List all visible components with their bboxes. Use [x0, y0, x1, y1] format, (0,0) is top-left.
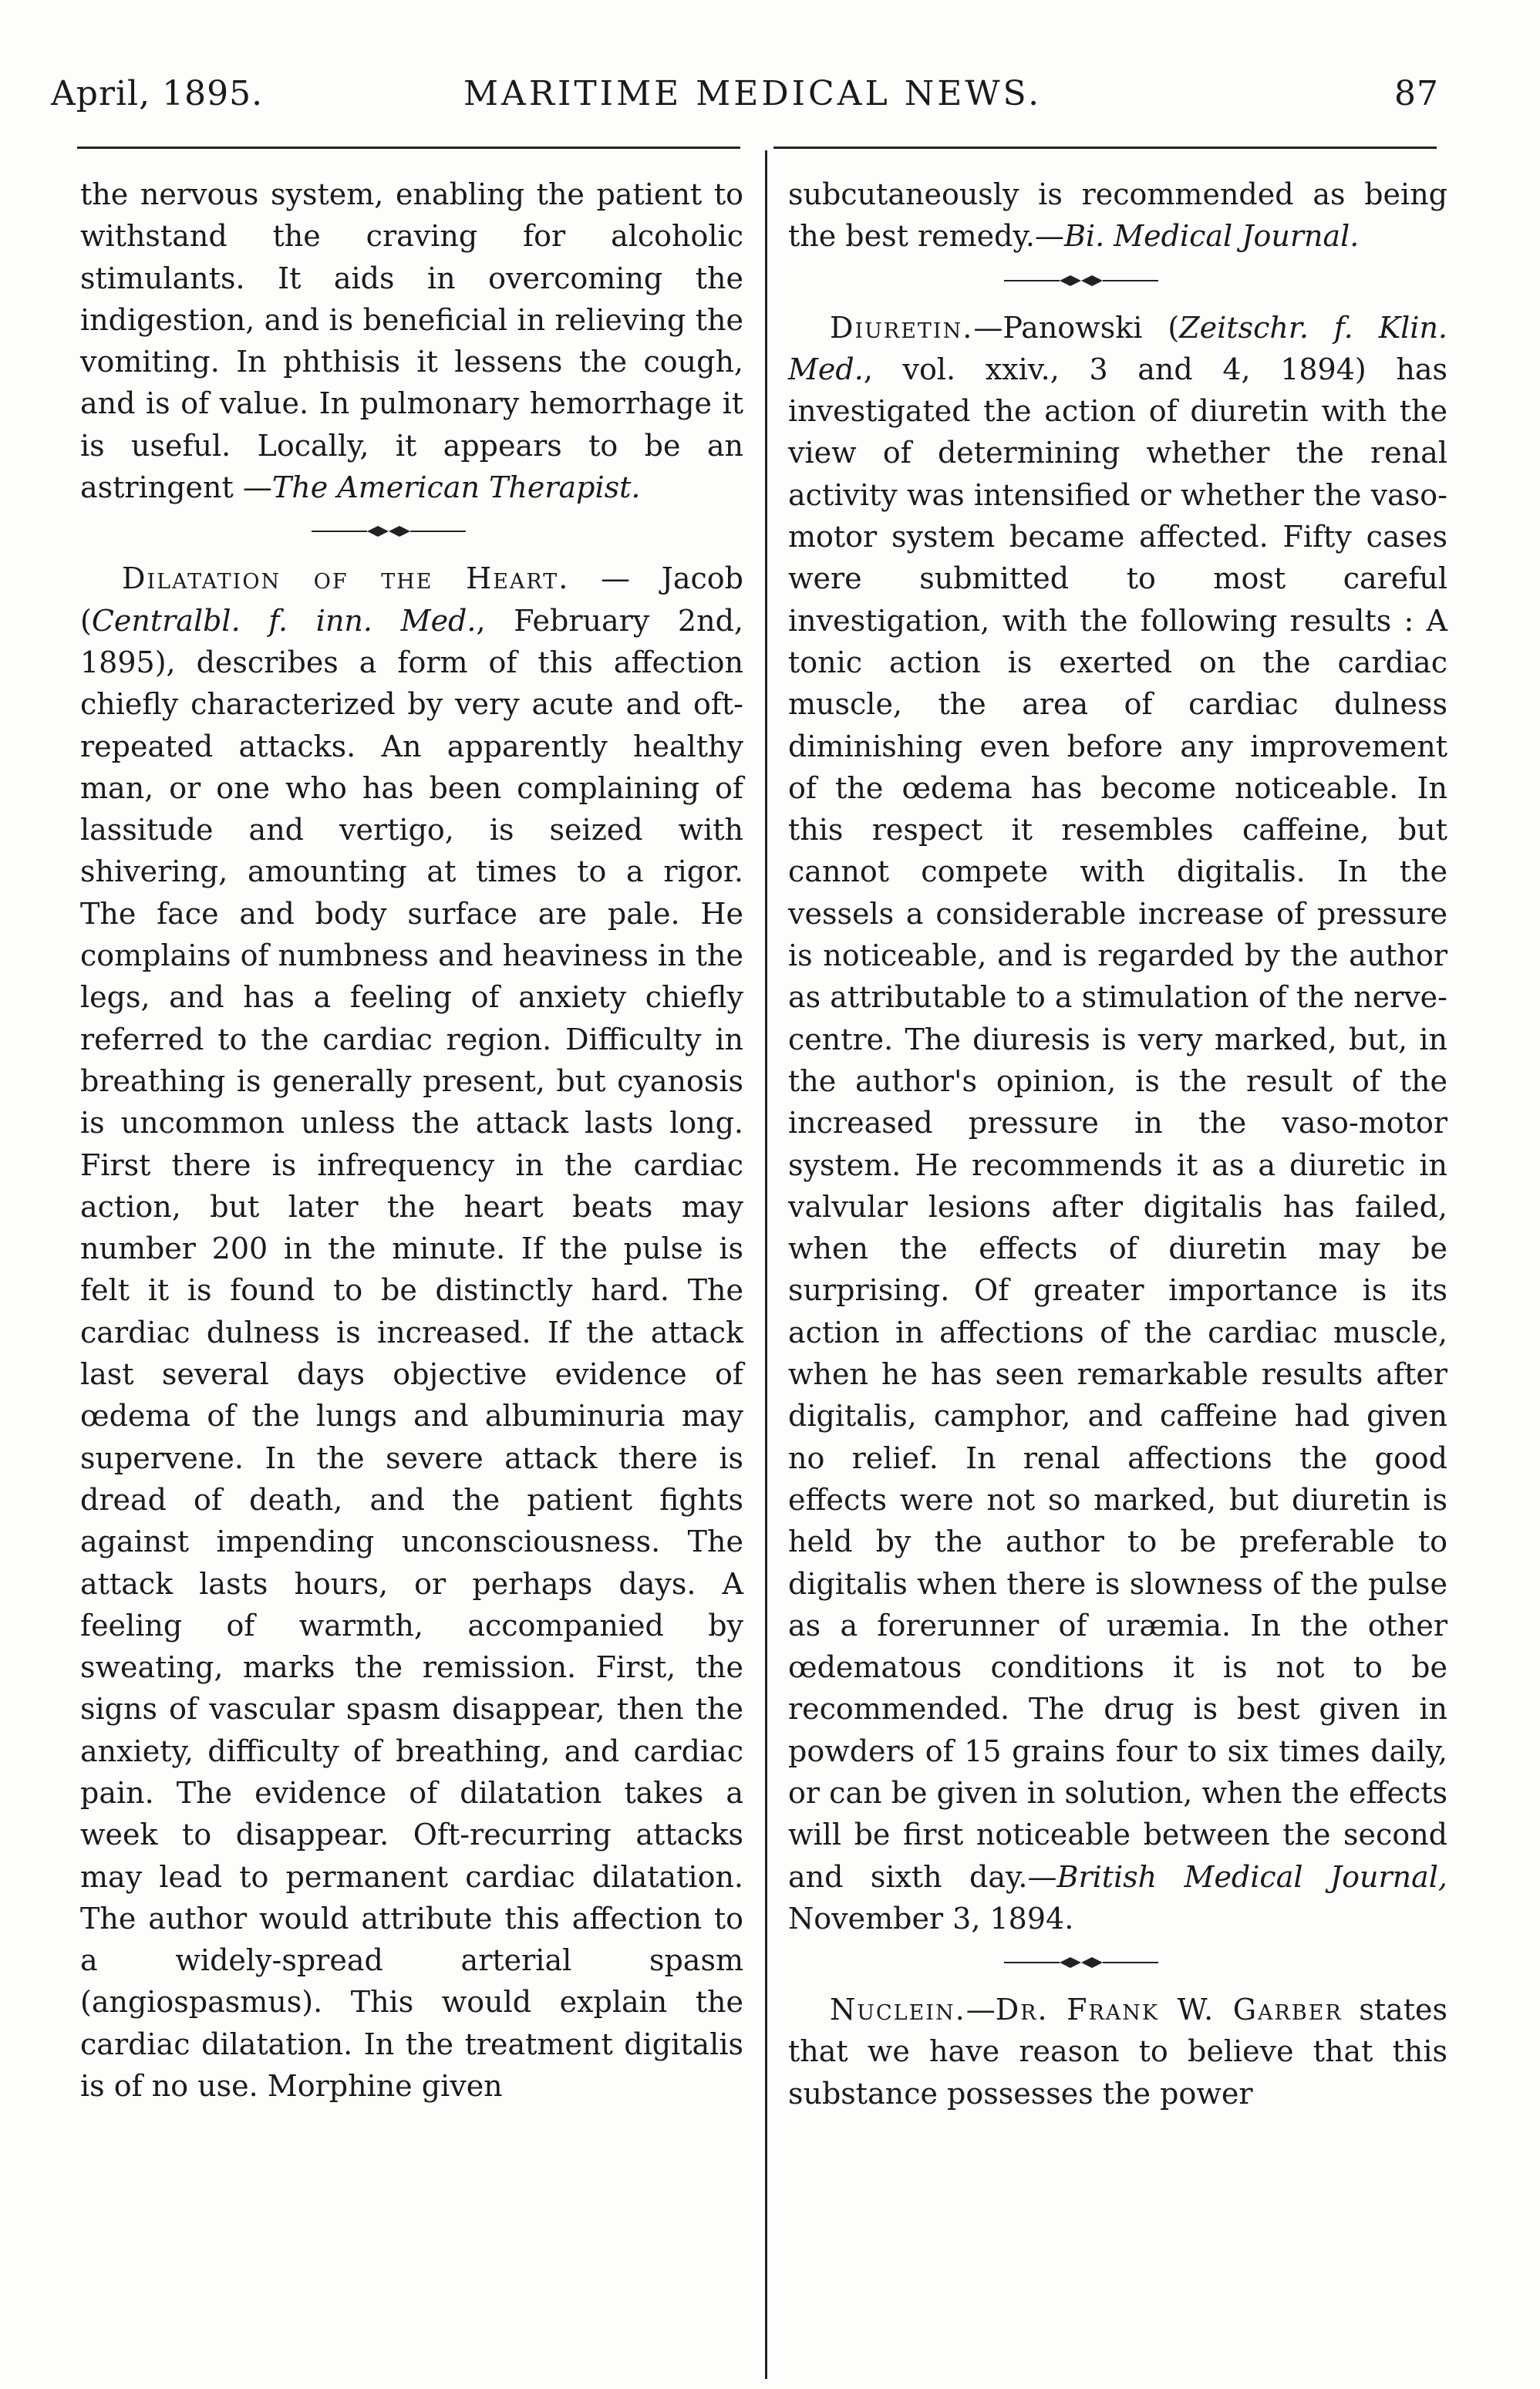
dilatation-body: , February 2nd, 1895), describes a form of this affection chiefly characterized by very acute and oft-repeated attacks. An apparently healthy man, or one who has been complaining of lassitude and vertigo, is seized with shivering, amounting at times to a rigor. The face and body surface are pale. He complains of numbness and heaviness in the legs, and has a feeling of anxiety chiefly referred to the cardiac region. Difficulty in breathing is generally present, but cyanosis is uncommon unless the attack lasts long. First there is infrequency in the cardiac action, but later the heart beats may number 200 in the minute. If the pulse is felt it is found to be distinctly hard. The cardiac dulness is increased. If the attack last several days objective evidence of œdema of the lungs and albuminuria may supervene. In the severe attack there is dread of death, and the patient fights against impending unconsciousness. The attack lasts hours, or perhaps days. A feeling of warmth, accompanied by sweating, marks the remission. First, the signs of vascular spasm disappear, then the anxiety, difficulty of breathing, and cardiac pain. The evidence of dilatation takes a week to disappear. Oft-recurring attacks may lead to permanent cardiac dilatation. The author would attribute this affection to a widely-spread arterial spasm (angiospasmus). This would explain the cardiac dilatation. In the treatment digitalis is of no use. Morphine given	[80, 603, 743, 2104]
diuretin-article	[788, 307, 1447, 1940]
section-ornament	[1004, 1953, 1158, 1972]
intro-source: The American Therapist.	[271, 470, 641, 505]
dilatation-citation-journal: Centralbl. f. inn. Med.	[91, 603, 477, 638]
dilatation-author: Jacob (	[80, 561, 743, 638]
diuretin-heading-dash: —Panowski (	[973, 310, 1180, 345]
page-header	[51, 74, 1439, 128]
issue-date: April, 1895.	[51, 74, 264, 113]
nuclein-article	[788, 1989, 1447, 2114]
dilatation-article	[80, 558, 743, 2107]
nuclein-body: states that we have reason to believe that this substance possesses the power	[788, 1993, 1447, 2111]
diuretin-body: , vol. xxiv., 3 and 4, 1894) has investigated the action of diuretin with the view of determining whether the renal activity was intensified or whether the vaso-motor system became affected. Fifty cases were submitted to most careful investigation, with the following results : A tonic action is exerted on the cardiac muscle, the area of cardiac dulness diminishing even before any improvement of the œdema has become noticeable. In this respect it resembles caffeine, but cannot compete with digitalis. In the vessels a considerable increase of pressure is noticeable, and is regarded by the author as attributable to a stimulation of the nerve-centre. The diuresis is very marked, but, in the author's opinion, is the result of the increased pressure in the vaso-motor system. He recommends it as a diuretic in valvular lesions after digitalis has failed, when the effects of diuretin may be surprising. Of greater importance is its action in affections of the cardiac muscle, when he has seen remarkable results after digitalis, camphor, and caffeine had given no relief. In renal affections the good effects were not so marked, but diuretin is held by the author to be preferable to digitalis when there is slowness of the pulse as a forerunner of uræmia. In the other œdematous conditions it is not to be recommended. The drug is best given in powders of 15 grains four to six times daily, or can be given in solution, when the effects will be first noticeable between the second and sixth day.—	[788, 352, 1447, 1894]
nuclein-author: Dr. Frank W. Garber	[995, 1993, 1343, 2027]
header-rule-left	[77, 147, 740, 149]
dilatation-heading-dash: —	[569, 561, 662, 596]
diuretin-source: British Medical Journal,	[1056, 1859, 1447, 1894]
nuclein-heading: Nuclein.	[830, 1993, 966, 2027]
nuclein-heading-dash: —	[965, 1993, 996, 2027]
dilatation-heading: Dilatation of the Heart.	[122, 561, 570, 596]
intro-dash: —	[233, 470, 272, 505]
diuretin-source-date: November 3, 1894.	[788, 1901, 1074, 1936]
continuation-paragraph	[788, 174, 1447, 258]
intro-paragraph	[80, 174, 743, 508]
journal-title: MARITIME MEDICAL NEWS.	[463, 74, 1043, 113]
section-ornament	[1004, 271, 1158, 290]
column-divider	[765, 150, 767, 2379]
section-ornament	[312, 522, 466, 541]
diuretin-heading: Diuretin.	[830, 310, 974, 345]
continuation-text: subcutaneously is recommended as being the best remedy.—	[788, 177, 1447, 254]
header-rule-right	[773, 147, 1437, 149]
intro-text: the nervous system, enabling the patient to withstand the craving for alcoholic stimulants. It aids in overcoming the indigestion, and is beneficial in relieving the vomiting. In phthisis it lessens the cough, and is of value. In pulmonary hemorrhage it is useful. Locally, it appears to be an astringent	[80, 177, 743, 505]
right-column	[788, 174, 1447, 2114]
diuretin-citation-journal: Zeitschr. f. Klin. Med.	[788, 310, 1447, 386]
page-number: 87	[1394, 74, 1439, 113]
left-column	[80, 174, 743, 2107]
continuation-source: Bi. Medical Journal.	[1063, 219, 1360, 254]
